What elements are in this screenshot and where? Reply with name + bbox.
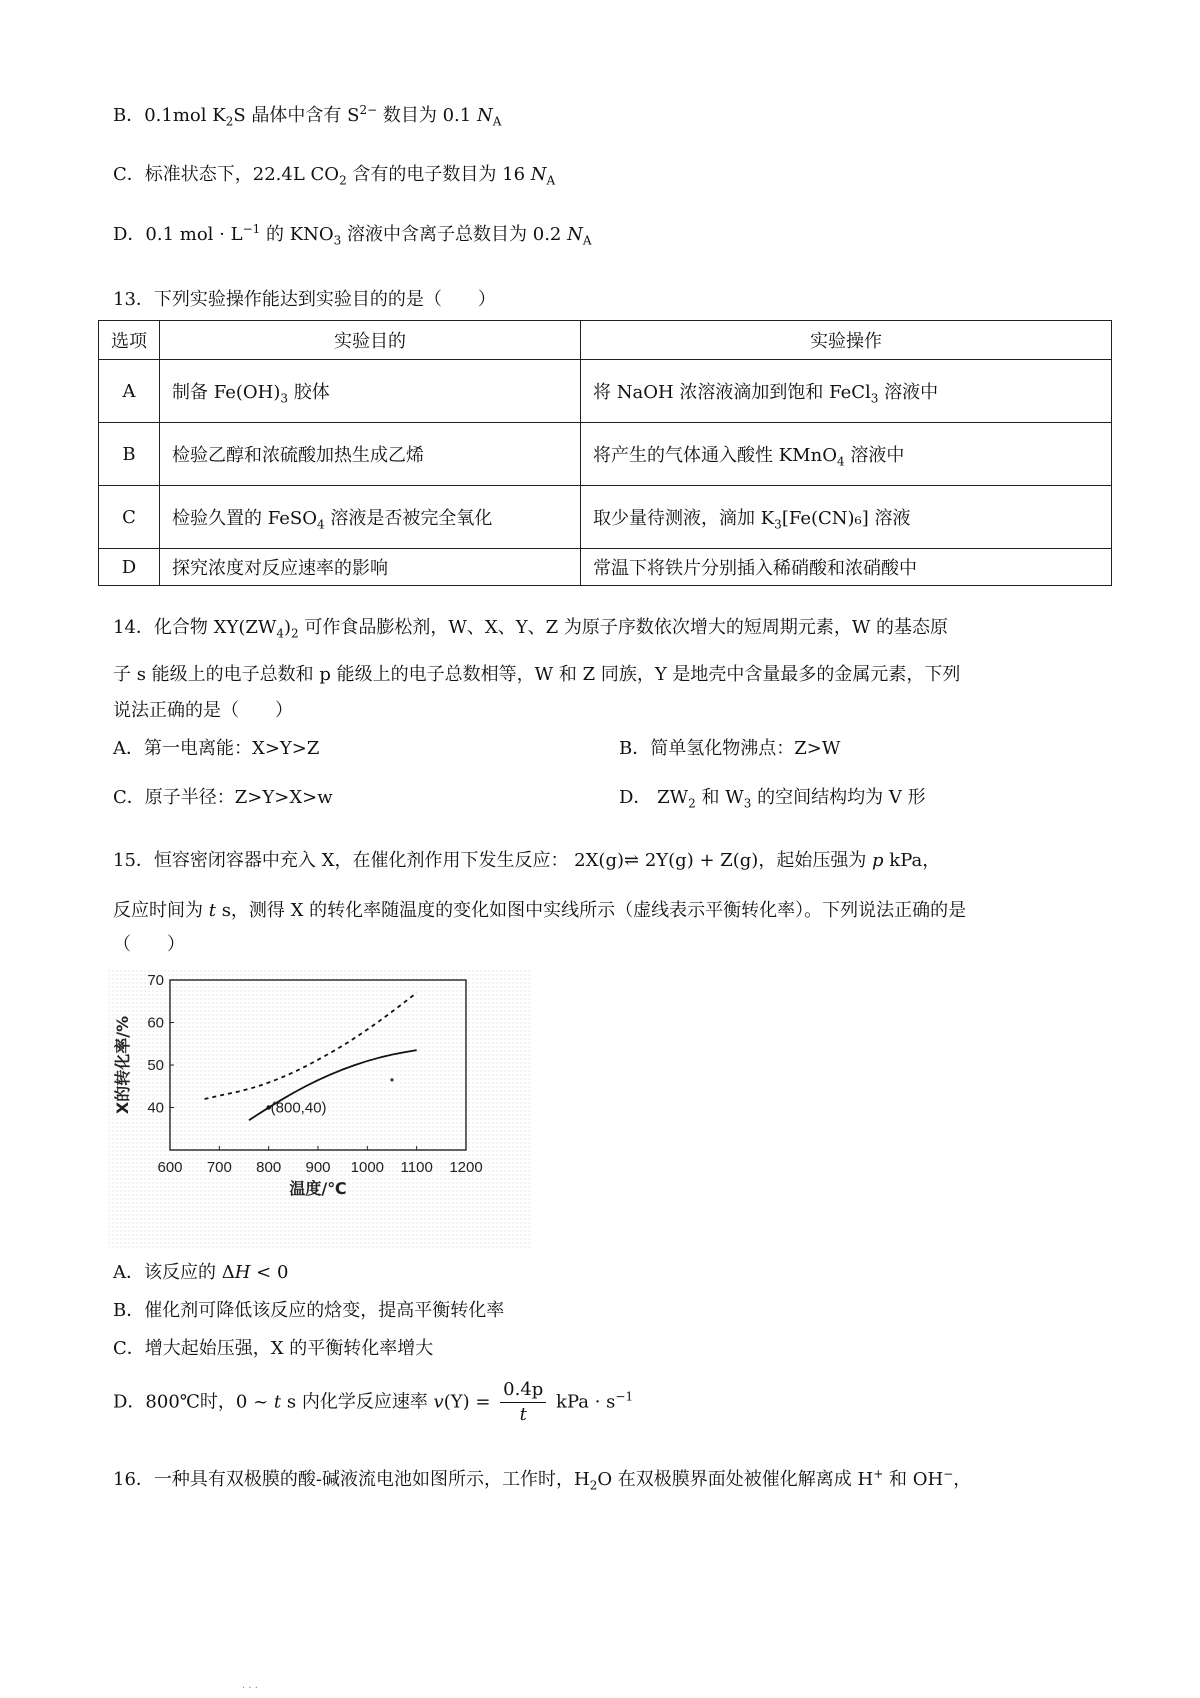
q12-option-b: B．0.1mol $K_2S$ 晶体中含有 $S^{2-}$ 数目为 0.1 $N_A$ bbox=[113, 103, 502, 129]
row-goal: 制备 $Fe(OH)_3$ 胶体 bbox=[160, 360, 581, 423]
q14-stem-line3: 说法正确的是（ ） bbox=[113, 700, 293, 721]
q13-stem: 13．下列实验操作能达到实验目的的是（ ） bbox=[113, 289, 496, 310]
page-dot: · · · bbox=[242, 1683, 258, 1694]
row-option: B bbox=[99, 423, 160, 486]
x-tick-label: 700 bbox=[206, 1159, 232, 1176]
table-row bbox=[99, 423, 1112, 486]
stray-dot bbox=[390, 1078, 393, 1081]
x-tick-label: 1200 bbox=[449, 1159, 483, 1176]
q15-option-d: D．800℃时，0 ~ t s 内化学反应速率 v(Y) = $\frac{0.4p}{t}$ kPa · $s^{-1}$ bbox=[113, 1379, 634, 1425]
equilibrium-arrow-icon: ⇌ bbox=[624, 850, 640, 871]
row-option: A bbox=[99, 360, 160, 423]
x-tick-label: 800 bbox=[256, 1159, 282, 1176]
row-option: D bbox=[99, 549, 160, 586]
y-tick-label: 50 bbox=[147, 1057, 164, 1074]
row-option: C bbox=[99, 486, 160, 549]
y-axis-label: X的转化率/% bbox=[113, 1015, 132, 1115]
q16-stem: 16．一种具有双极膜的酸-碱液流电池如图所示，工作时，$H_2O$ 在双极膜界面处被催化解离成 H+ 和 OH−， bbox=[113, 1467, 972, 1493]
y-tick-label: 70 bbox=[147, 972, 164, 989]
annotation-label: (800,40) bbox=[270, 1099, 327, 1117]
chart-svg bbox=[108, 970, 532, 1248]
q15-stem-line1: 15．恒容密闭容器中充入 X，在催化剂作用下发生反应： 2X(g)⇌ 2Y(g) + Z(g)，起始压强为 p kPa， bbox=[113, 850, 941, 871]
row-operation: 将产生的气体通入酸性 KMnO$_4$ 溶液中 bbox=[581, 423, 1112, 486]
q14-stem-line2: 子 s 能级上的电子总数和 p 能级上的电子总数相等，W 和 Z 同族，Y 是地壳中含量最多的金属元素，下列 bbox=[113, 664, 961, 685]
y-tick-label: 60 bbox=[147, 1014, 164, 1032]
row-operation: 常温下将铁片分别插入稀硝酸和浓硝酸中 bbox=[581, 549, 1112, 586]
header-operation: 实验操作 bbox=[581, 321, 1112, 360]
row-operation: 取少量待测液，滴加 $K_3[Fe(CN)_6]$ 溶液 bbox=[581, 486, 1112, 549]
row-goal: 检验乙醇和浓硫酸加热生成乙烯 bbox=[160, 423, 581, 486]
x-tick-label: 1000 bbox=[350, 1159, 385, 1176]
rate-fraction: $\frac{0.4p}{t}$ bbox=[500, 1378, 546, 1427]
q14-option-c: C．原子半径：Z>Y>X>w bbox=[113, 787, 333, 808]
q14-option-a: A．第一电离能：X>Y>Z bbox=[113, 738, 320, 759]
table-header-row bbox=[99, 321, 1112, 360]
row-goal: 探究浓度对反应速率的影响 bbox=[160, 549, 581, 586]
q14-option-d: D． $ZW_2$ 和 $W_3$ 的空间结构均为 V 形 bbox=[619, 787, 926, 811]
q13-table bbox=[98, 320, 1112, 586]
x-tick-label: 600 bbox=[157, 1159, 183, 1176]
q15-option-b: B．催化剂可降低该反应的焓变，提高平衡转化率 bbox=[113, 1300, 505, 1321]
table-row bbox=[99, 549, 1112, 586]
q15-option-c: C．增大起始压强，X 的平衡转化率增大 bbox=[113, 1338, 434, 1359]
q15-stem-line3: （ ） bbox=[113, 934, 185, 955]
x-tick-label: 1100 bbox=[400, 1159, 433, 1176]
header-option: 选项 bbox=[99, 321, 160, 360]
conversion-chart bbox=[108, 970, 532, 1248]
y-tick-label: 40 bbox=[147, 1099, 164, 1117]
row-goal: 检验久置的 FeSO$_4$ 溶液是否被完全氧化 bbox=[160, 486, 581, 549]
table-row bbox=[99, 360, 1112, 423]
x-axis-label: 温度/℃ bbox=[289, 1179, 347, 1198]
header-goal: 实验目的 bbox=[160, 321, 581, 360]
row-operation: 将 NaOH 浓溶液滴加到饱和 FeCl$_3$ 溶液中 bbox=[581, 360, 1112, 423]
q14-option-b: B．简单氢化物沸点：Z>W bbox=[619, 738, 841, 759]
q15-stem-line2: 反应时间为 t s，测得 X 的转化率随温度的变化如图中实线所示（虚线表示平衡转化率）。下列说法正确的是 bbox=[113, 900, 967, 921]
q14-stem-line1: 14．化合物 $XY(ZW_4)_2$ 可作食品膨松剂，W、X、Y、Z 为原子序数依次增大的短周期元素，W 的基态原 bbox=[113, 617, 949, 641]
q15-option-a: A．该反应的 ΔH < 0 bbox=[113, 1262, 289, 1283]
x-tick-label: 900 bbox=[305, 1159, 331, 1176]
q12-option-c: C．标准状态下，22.4L $CO_2$ 含有的电子数目为 16 $N_A$ bbox=[113, 164, 556, 188]
table-row bbox=[99, 486, 1112, 549]
q12-option-d: D．0.1 mol · $L^{-1}$ 的 $KNO_3$ 溶液中含离子总数目为 0.2 $N_A$ bbox=[113, 222, 592, 248]
